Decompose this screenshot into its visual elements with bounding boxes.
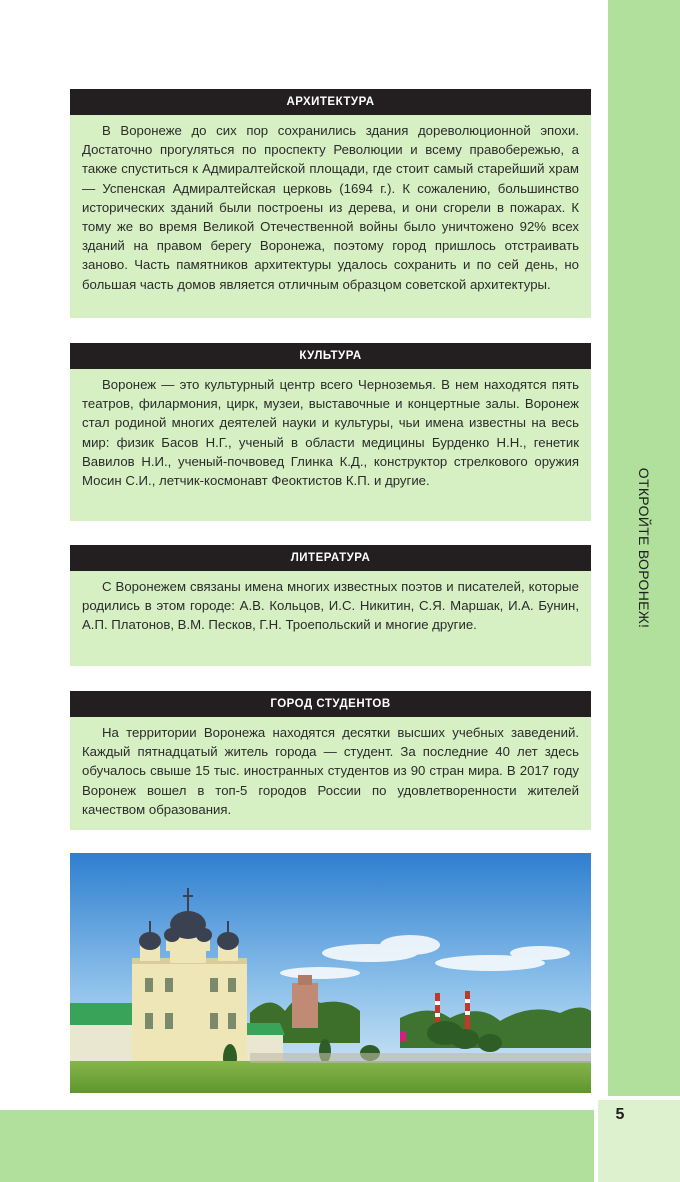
section-title: КУЛЬТУРА — [70, 343, 591, 369]
section-title: ЛИТЕРАТУРА — [70, 545, 591, 571]
section-text: В Воронеже до сих пор сохранились здания дореволюционной эпохи. Достаточно прогуляться по проспекту Революции и всему правобережью, а также спуститься к Адмиралтейской площади, где стоит самый старейший храм — Успенская Адмиралтейская церковь (1694 г.). К сожалению, большинство исторических зданий были построены из дерева, и они сгорели в пожарах. К тому же во время Великой Отечественной войны было уничтожено 92% всех зданий на правом берегу Воронежа, поэтому город пришлось отстраивать заново. Часть памятников архитектуры удалось сохранить и по сей день, но большая часть домов является отличным образцом советской архитектуры. — [70, 115, 591, 318]
page-number: 5 — [615, 1106, 625, 1123]
section-text: Воронеж — это культурный центр всего Черноземья. В нем находятся пять театров, филармония, цирк, музеи, выставочные и концертные залы. Воронеж стал родиной многих деятелей науки и культуры, чьи имена известны на весь мир: физик Басов Н.Г., ученый в области медицины Бурденко Н.Н., генетик Вавилов Н.И., ученый-почвовед Глинка К.Д., конструктор стрелкового оружия Мосин С.И., летчик-космонавт Феоктистов К.П. и другие. — [70, 369, 591, 521]
section-text: С Воронежем связаны имена многих известных поэтов и писателей, которые родились в этом городе: А.В. Кольцов, И.С. Никитин, С.Я. Маршак, И.А. Бунин, А.П. Платонов, В.М. Песков, Г.Н. Троепольский и многие другие. — [70, 571, 591, 666]
section-students — [70, 691, 591, 830]
section-title: АРХИТЕКТУРА — [70, 89, 591, 115]
church-photo-image — [70, 853, 591, 1093]
section-culture — [70, 343, 591, 521]
side-title-text: ОТКРОЙТЕ ВОРОНЕЖ! — [636, 467, 652, 629]
side-title — [608, 0, 680, 1096]
section-title: ГОРОД СТУДЕНТОВ — [70, 691, 591, 717]
section-text: На территории Воронежа находятся десятки высших учебных заведений. Каждый пятнадцатый житель города — студент. За последние 40 лет здесь обучалось свыше 15 тыс. иностранных студентов из 90 стран мира. В 2017 году Воронеж вошел в топ-5 городов России по удовлетворенности жителей качеством образования. — [70, 717, 591, 830]
section-architecture — [70, 89, 591, 318]
church-photo — [70, 853, 591, 1093]
bottom-band — [0, 1110, 594, 1182]
section-literature — [70, 545, 591, 666]
